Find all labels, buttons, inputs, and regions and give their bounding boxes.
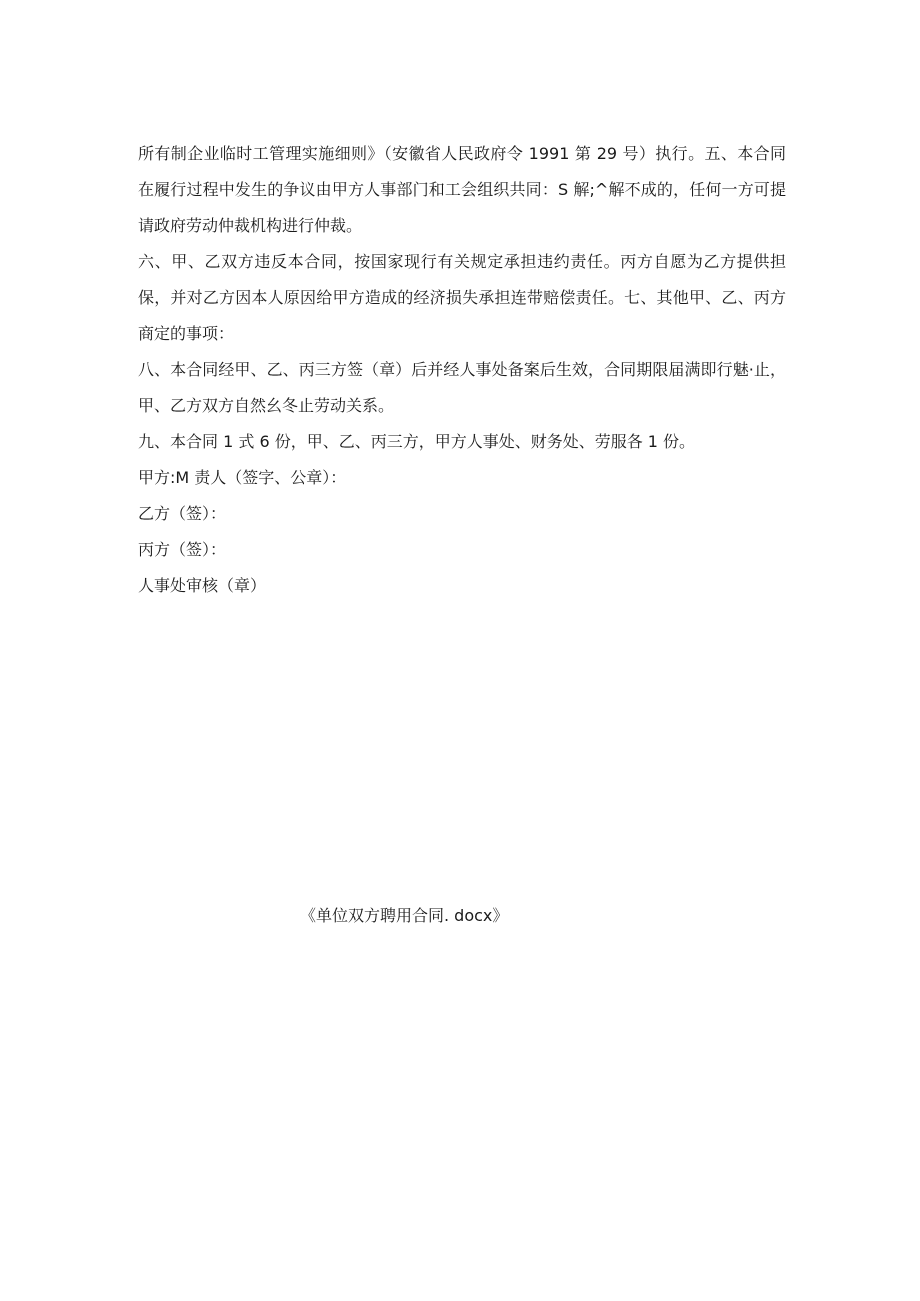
signature-party-c: 丙方（签）： xyxy=(138,540,227,559)
signature-party-b: 乙方（签）： xyxy=(138,504,227,523)
signature-hr-review: 人事处审核（章） xyxy=(138,576,267,595)
document-filename: 《单位双方聘用合同. docx》 xyxy=(300,906,509,925)
paragraph-article-8: 八、本合同经甲、乙、丙三方签（章）后并经人事处备案后生效，合同期限届满即行魅·止，甲、乙方双方自然幺冬止劳动关系。 xyxy=(138,360,786,415)
paragraph-article-6-7: 六、甲、乙双方违反本合同，按国家现行有关规定承担违约责任。丙方自愿为乙方提供担保，并对乙方因本人原因给甲方造成的经济损失承担连带赔偿责任。七、其他甲、乙、丙方商定的事项： xyxy=(138,252,786,343)
paragraph-article-9: 九、本合同 1 式 6 份，甲、乙、丙三方，甲方人事处、财务处、劳服各 1 份。 xyxy=(138,432,696,451)
signature-party-a: 甲方:M 责人（签字、公章）： xyxy=(138,468,347,487)
paragraph-article-5: 所有制企业临时工管理实施细则》（安徽省人民政府令 1991 第 29 号）执行。五、本合同在履行过程中发生的争议由甲方人事部门和工会组织共同：S 解;^解不成的，任何一方可提请政府劳动仲裁机构进行仲裁。 xyxy=(138,144,786,235)
contract-body xyxy=(138,136,786,604)
